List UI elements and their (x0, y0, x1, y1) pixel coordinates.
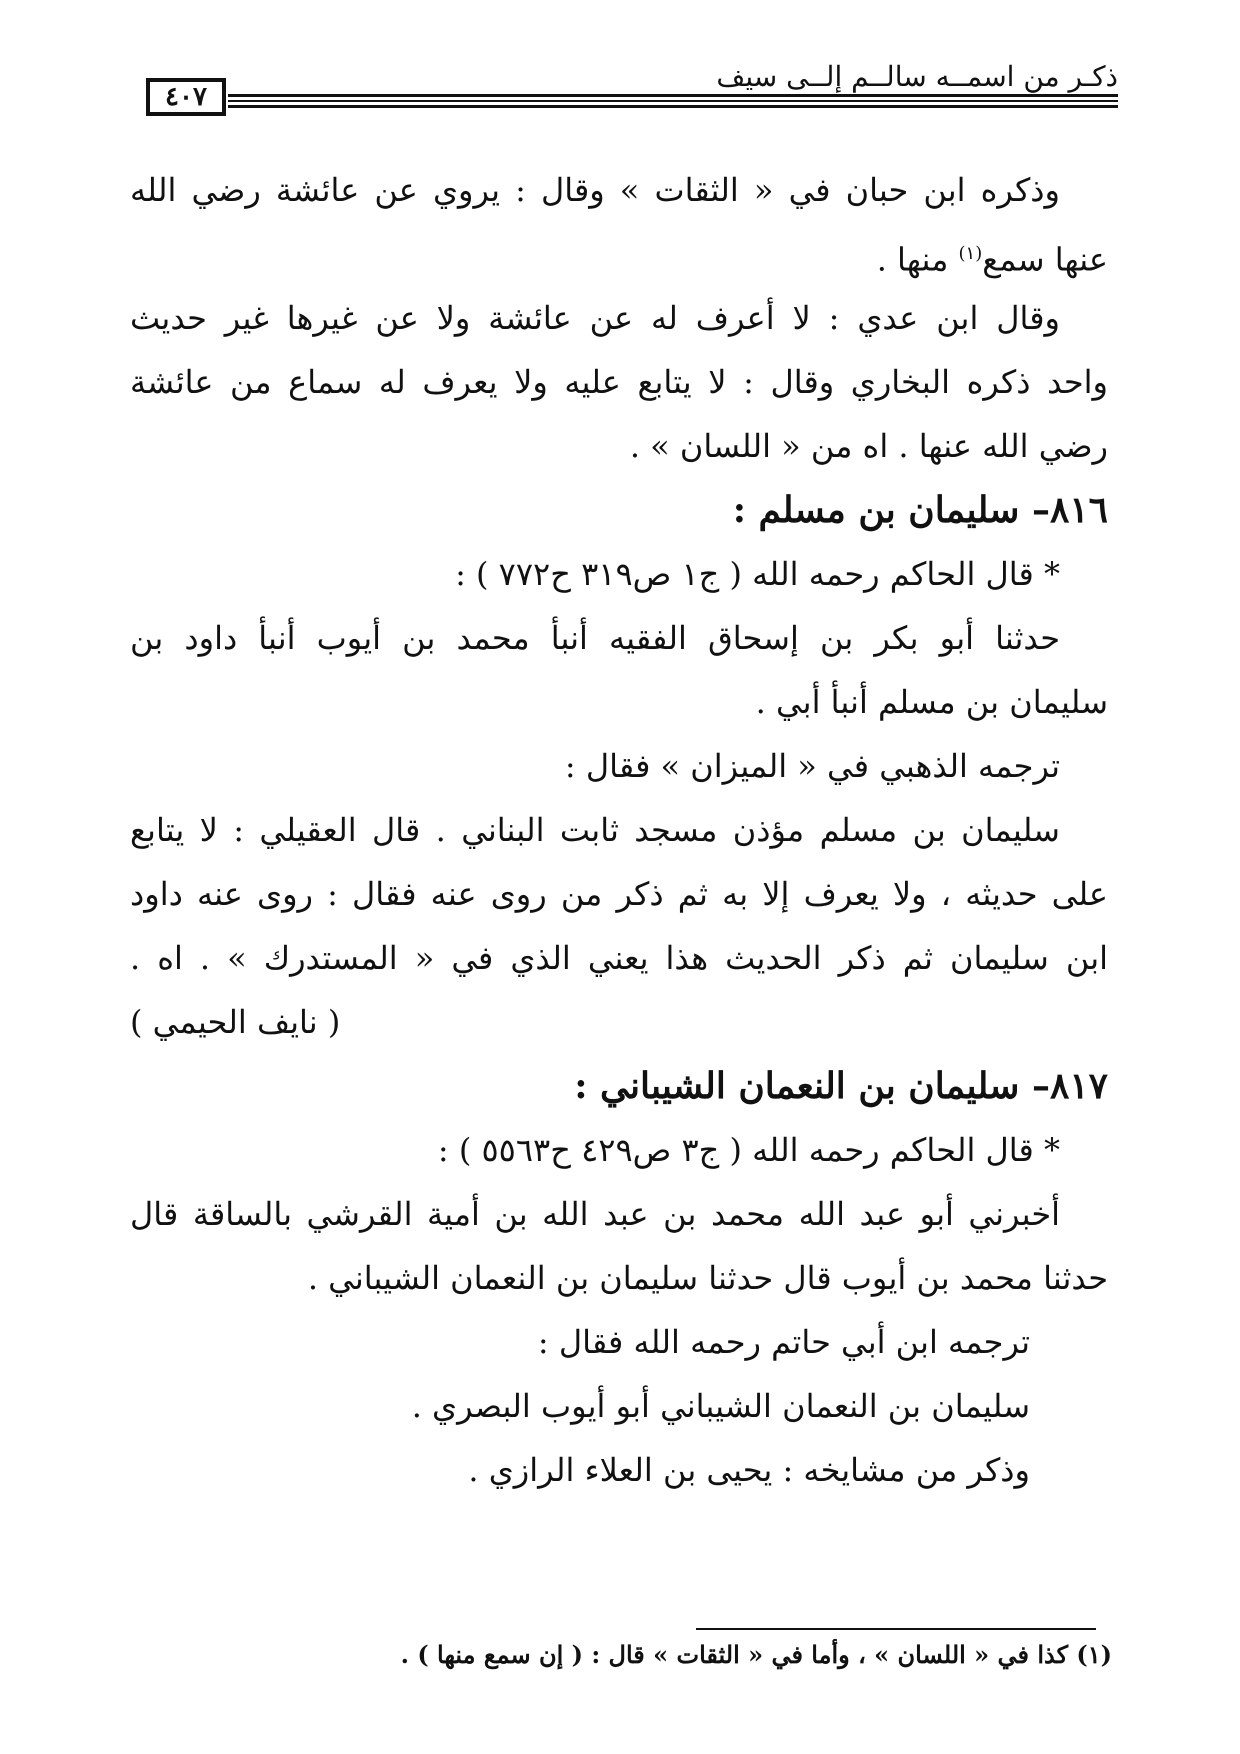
entry-heading: ٨١٦– سليمان بن مسلم : (732, 489, 1108, 531)
contributor-signature: ( نايف الحيمي ) (130, 1003, 341, 1041)
text-line: سليمان بن النعمان الشيباني أبو أيوب البصري . (411, 1387, 1030, 1425)
running-header-title: ذكـر من اسمــه سالــم إلــى سيف (716, 60, 1118, 93)
text-line: واحد ذكره البخاري وقال : لا يتابع عليه ولا يعرف له سماع من عائشة (130, 363, 1108, 401)
text-span: منها . (876, 240, 959, 279)
main-text (130, 158, 1108, 1502)
text-line: ترجمه ابن أبي حاتم رحمه الله فقال : (537, 1323, 1030, 1361)
source-citation: * قال الحاكم رحمه الله ( ج١ ص٣١٩ ح٧٧٢ ) : (455, 555, 1060, 593)
text-line: سليمان بن مسلم أنبأ أبي . (755, 683, 1108, 721)
text-span: عنها سمع (982, 240, 1108, 279)
text-line: سليمان بن مسلم مؤذن مسجد ثابت البناني . قال العقيلي : لا يتابع (130, 811, 1060, 849)
footnote-marker: (١) (958, 243, 983, 264)
text-line: ترجمه الذهبي في « الميزان » فقال : (564, 747, 1060, 785)
page-number: ٤٠٧ (146, 78, 226, 116)
text-line (130, 222, 1108, 286)
text-line: حدثنا محمد بن أيوب قال حدثنا سليمان بن النعمان الشيباني . (307, 1259, 1108, 1297)
text-line: ابن سليمان ثم ذكر الحديث هذا يعني الذي في « المستدرك » . اه . (130, 939, 1108, 977)
footnote-separator (696, 1628, 1096, 1630)
text-line: رضي الله عنها . اه من « اللسان » . (629, 427, 1108, 465)
footnote: (١) كذا في « اللسان » ، وأما في « الثقات » قال : ( إن سمع منها ) . (400, 1640, 1112, 1669)
text-line: حدثنا أبو بكر بن إسحاق الفقيه أنبأ محمد بن أيوب أنبأ داود بن (130, 619, 1060, 657)
text-line: وقال ابن عدي : لا أعرف له عن عائشة ولا عن غيرها غير حديث (130, 299, 1060, 337)
header-rule (228, 94, 1118, 108)
source-citation: * قال الحاكم رحمه الله ( ج٣ ص٤٢٩ ح٥٥٦٣ ) : (437, 1131, 1060, 1169)
text-line: وذكر من مشايخه : يحيى بن العلاء الرازي . (468, 1451, 1030, 1489)
text-line: وذكره ابن حبان في « الثقات » وقال : يروي عن عائشة رضي الله (130, 171, 1061, 209)
entry-heading: ٨١٧– سليمان بن النعمان الشيباني : (574, 1065, 1108, 1107)
text-line: على حديثه ، ولا يعرف إلا به ثم ذكر من روى عنه فقال : روى عنه داود (130, 875, 1108, 913)
text-line: أخبرني أبو عبد الله محمد بن عبد الله بن أمية القرشي بالساقة قال (130, 1195, 1060, 1233)
